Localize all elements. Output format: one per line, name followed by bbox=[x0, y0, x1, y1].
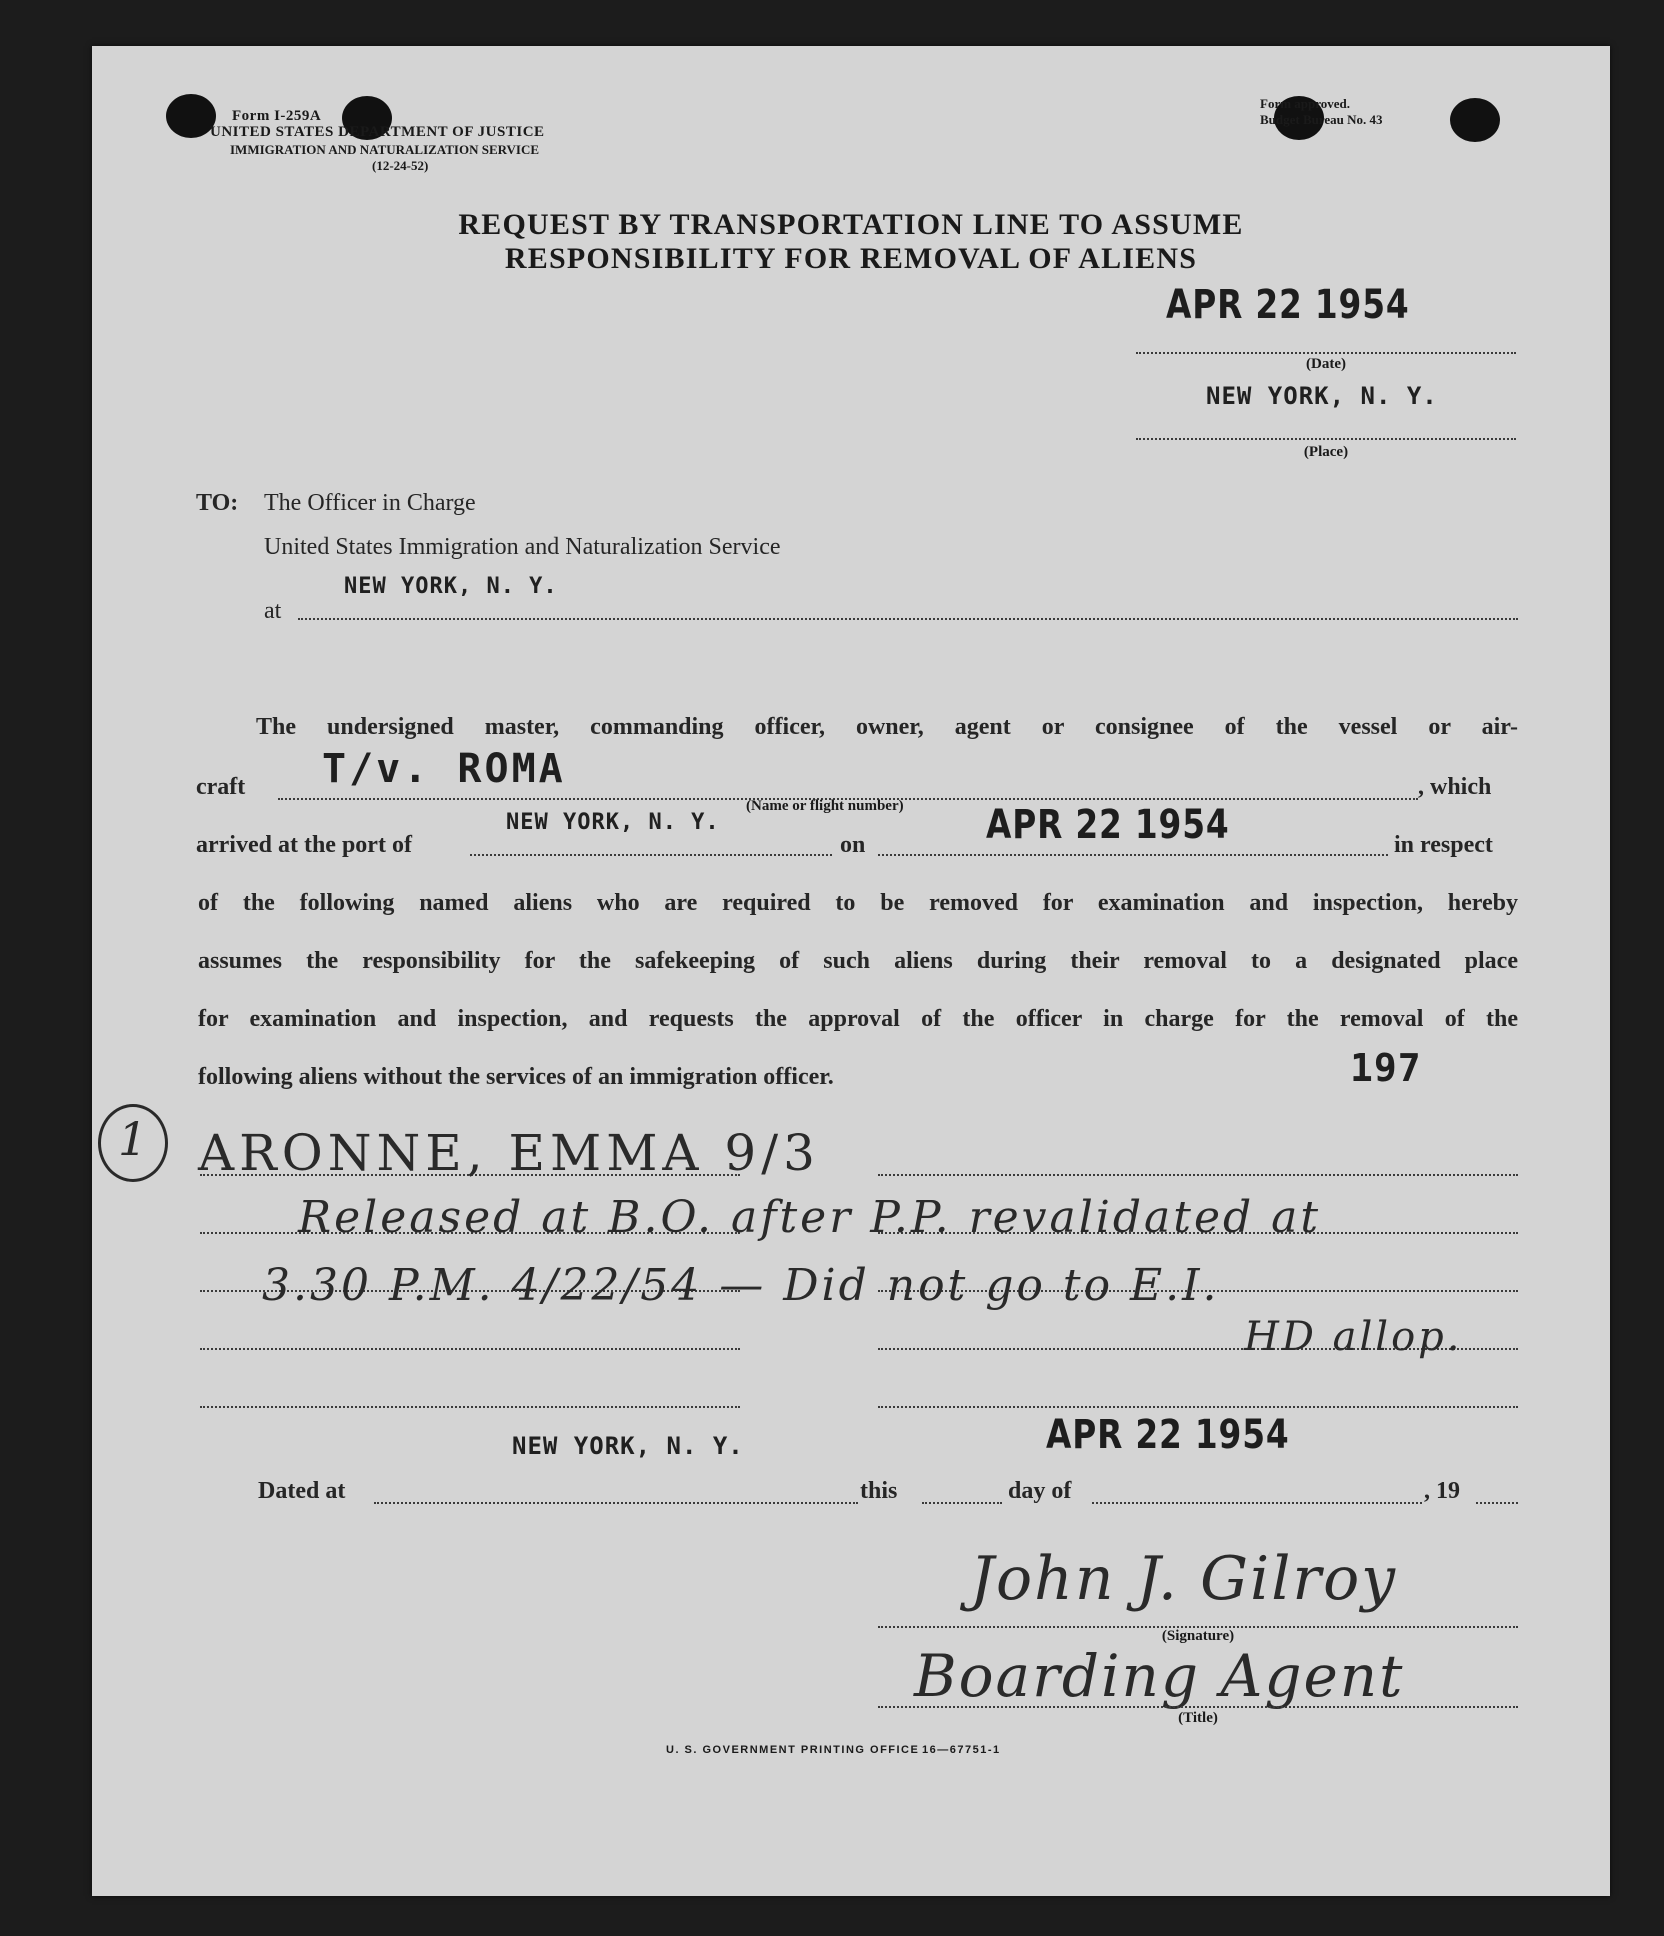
body-line5: assumes the responsibility for the safekeeping of such aliens during their removal to a designated place bbox=[198, 948, 1518, 974]
respect-label: in respect bbox=[1394, 832, 1493, 858]
punch-hole-left bbox=[166, 94, 216, 138]
date-stamp: APR 22 1954 bbox=[1166, 282, 1410, 328]
body-line1: The undersigned master, commanding officer, owner, agent or consignee of the vessel or air- bbox=[256, 714, 1518, 740]
arrived-label: arrived at the port of bbox=[196, 832, 412, 858]
name-caption: (Name or flight number) bbox=[746, 798, 904, 814]
place-caption: (Place) bbox=[1303, 444, 1349, 460]
year-line bbox=[1476, 1502, 1518, 1504]
date-caption: (Date) bbox=[1306, 356, 1346, 372]
dated-label: Dated at bbox=[258, 1478, 346, 1504]
count-stamp: 197 bbox=[1350, 1046, 1422, 1090]
form-number: Form I-259A bbox=[232, 108, 322, 124]
form-code: 16—67751-1 bbox=[922, 1744, 1001, 1756]
agency-line2: IMMIGRATION AND NATURALIZATION SERVICE bbox=[230, 142, 540, 157]
punch-hole-right-b bbox=[1450, 98, 1500, 142]
date-line bbox=[1136, 352, 1516, 354]
at-label: at bbox=[264, 598, 282, 624]
form-title-line1: REQUEST BY TRANSPORTATION LINE TO ASSUME bbox=[458, 208, 1244, 241]
this-day-line bbox=[922, 1502, 1002, 1504]
alien-line-left-5 bbox=[200, 1406, 740, 1408]
craft-value: T/v. ROMA bbox=[322, 746, 566, 792]
craft-label: craft bbox=[196, 774, 246, 800]
form-title-line2: RESPONSIBILITY FOR REMOVAL OF ALIENS bbox=[504, 242, 1198, 275]
dated-place-line bbox=[374, 1502, 858, 1504]
at-stamp: NEW YORK, N. Y. bbox=[344, 574, 558, 599]
arrival-date-line bbox=[878, 854, 1388, 856]
port-line bbox=[470, 854, 832, 856]
approval-line2: Budget Bureau No. 43 bbox=[1260, 112, 1383, 127]
at-line bbox=[298, 618, 1518, 620]
alien-line-left-4 bbox=[200, 1348, 740, 1350]
alien-line-right-1 bbox=[878, 1174, 1518, 1176]
agency-line1: UNITED STATES DEPARTMENT OF JUSTICE bbox=[210, 124, 545, 140]
year-label: , 19 bbox=[1424, 1478, 1460, 1504]
note-line1: Released at B.O. after P.P. revalidated at bbox=[298, 1192, 1322, 1243]
addressee-line2: United States Immigration and Naturalization Service bbox=[264, 534, 781, 560]
month-line bbox=[1092, 1502, 1422, 1504]
body-line7: following aliens without the services of an immigration officer. bbox=[198, 1064, 834, 1090]
printer-imprint: U. S. GOVERNMENT PRINTING OFFICE bbox=[666, 1744, 920, 1756]
place-line bbox=[1136, 438, 1516, 440]
approval-line1: Form approved. bbox=[1260, 96, 1351, 111]
body-line4: of the following named aliens who are required to be removed for examination and inspection, hereby bbox=[198, 890, 1518, 916]
title-caption: (Title) bbox=[1178, 1710, 1218, 1726]
dated-place-stamp: NEW YORK, N. Y. bbox=[512, 1432, 744, 1460]
entry-number: 1 bbox=[118, 1112, 151, 1166]
signature-caption: (Signature) bbox=[1161, 1628, 1235, 1644]
this-label: this bbox=[860, 1478, 898, 1504]
dated-date-stamp: APR 22 1954 bbox=[1046, 1412, 1290, 1458]
which-label: , which bbox=[1418, 774, 1492, 800]
note-line2: 3.30 P.M. 4/22/54 — Did not go to E.I. bbox=[262, 1260, 1220, 1311]
form-date: (12-24-52) bbox=[372, 158, 429, 173]
body-line6: for examination and inspection, and requests the approval of the officer in charge for the removal of the bbox=[198, 1006, 1518, 1032]
day-of-label: day of bbox=[1008, 1478, 1072, 1504]
place-stamp: NEW YORK, N. Y. bbox=[1206, 382, 1438, 410]
addressee-line1: The Officer in Charge bbox=[264, 490, 476, 516]
on-label: on bbox=[840, 832, 866, 858]
alien-line-right-5 bbox=[878, 1406, 1518, 1408]
port-stamp: NEW YORK, N. Y. bbox=[506, 810, 720, 835]
title-handwriting: Boarding Agent bbox=[914, 1642, 1405, 1710]
form-page bbox=[92, 46, 1610, 1896]
to-label: TO: bbox=[196, 490, 239, 516]
initials: HD allop. bbox=[1244, 1314, 1463, 1360]
title-line bbox=[878, 1706, 1518, 1708]
arrival-date-stamp: APR 22 1954 bbox=[986, 802, 1230, 848]
alien-name: ARONNE, EMMA 9/3 bbox=[198, 1124, 820, 1182]
signature-handwriting: John J. Gilroy bbox=[970, 1544, 1398, 1614]
